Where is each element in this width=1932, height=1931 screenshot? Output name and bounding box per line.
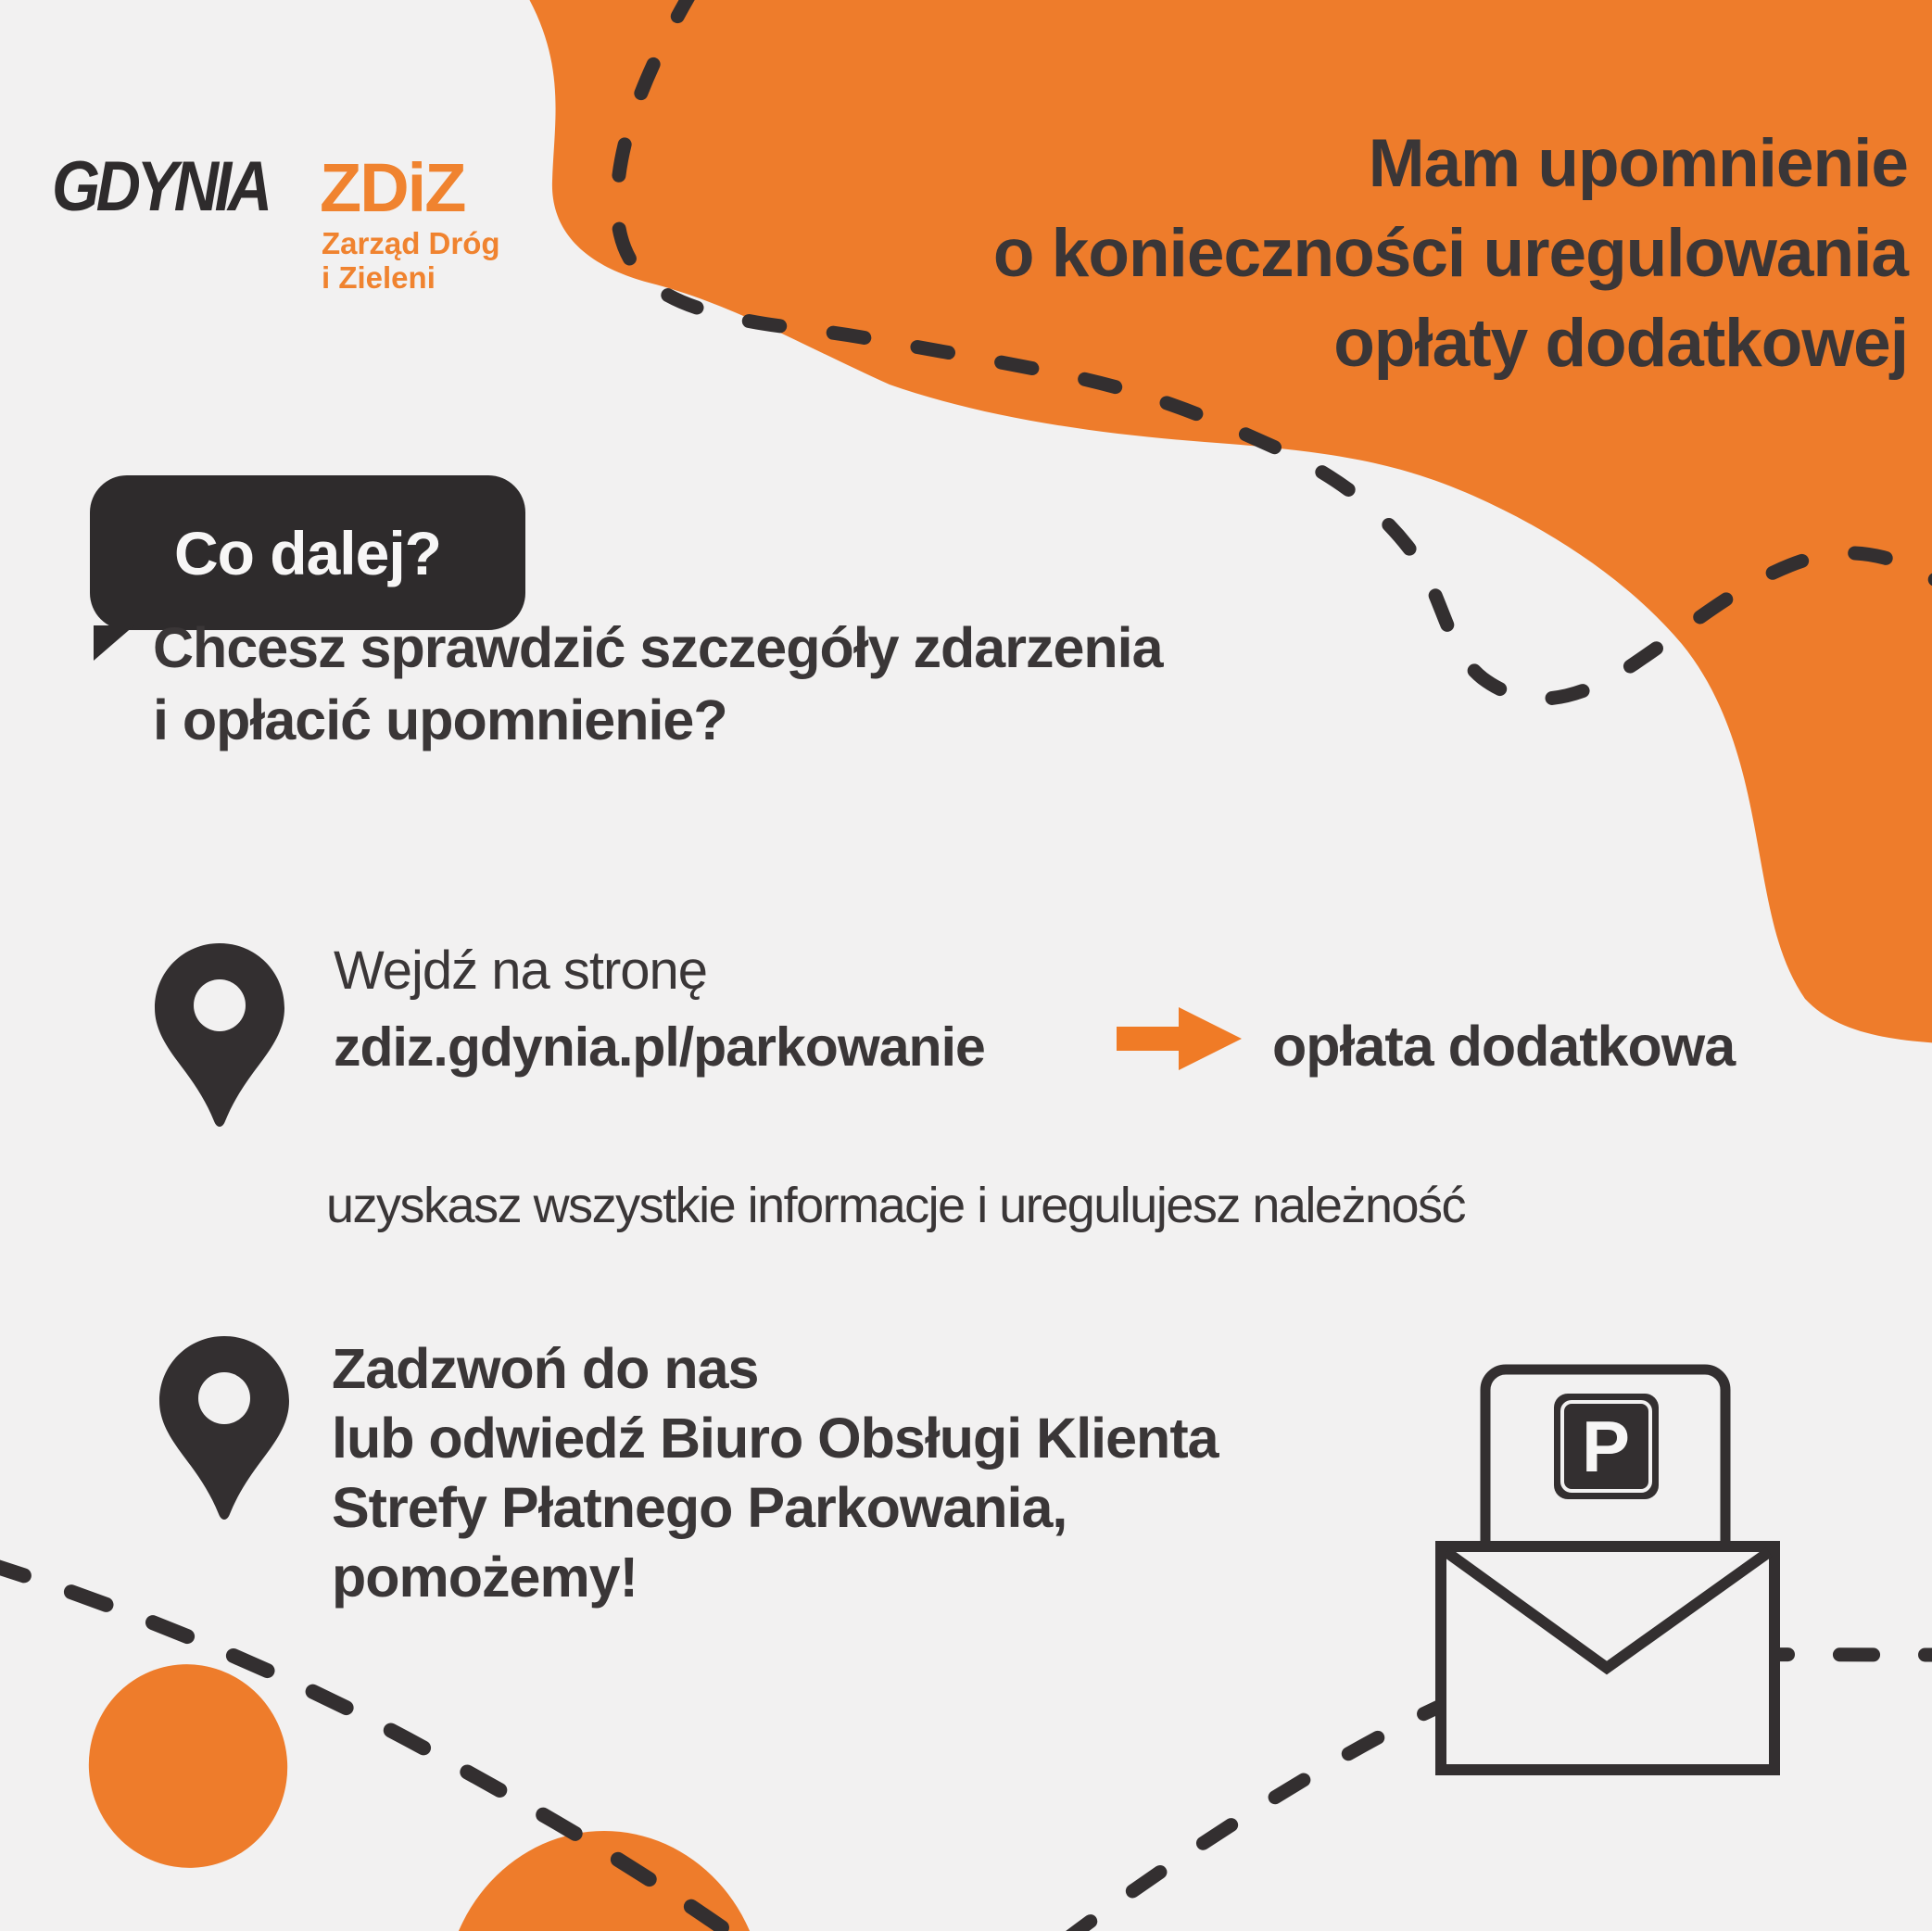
map-pin-icon	[159, 1336, 289, 1520]
speech-bubble	[90, 475, 525, 630]
logo-gdynia: GDYNIA	[52, 147, 269, 226]
logo-subtitle-line2: i Zieleni	[322, 260, 436, 295]
step1-result: opłata dodatkowa	[1272, 1015, 1736, 1078]
step2-line3: Strefy Płatnego Parkowania,	[332, 1476, 1067, 1539]
map-pin-icon	[155, 943, 284, 1127]
step1-heading: Wejdź na stronę	[334, 940, 708, 1001]
step1-note: uzyskasz wszystkie informacje i uregulujesz należność	[326, 1178, 1466, 1233]
egg-blob	[68, 1643, 309, 1888]
arrow-right-icon	[1117, 1007, 1242, 1070]
page-title-line3: opłaty dodatkowej	[1333, 306, 1908, 381]
step1-url: zdiz.gdynia.pl/parkowanie	[334, 1016, 985, 1078]
speech-bubble-label: Co dalej?	[173, 518, 442, 587]
step2-text	[332, 1334, 1219, 1612]
logo-zdiz: ZDiZ	[320, 149, 465, 226]
step2-line1: Zadzwoń do nas	[332, 1337, 759, 1400]
step2-line4: pomożemy!	[332, 1546, 638, 1609]
logo-subtitle-line1: Zarząd Dróg	[322, 226, 500, 260]
step2-line2: lub odwiedź Biuro Obsługi Klienta	[332, 1407, 1219, 1470]
parking-sign-letter: P	[1581, 1406, 1631, 1487]
intro-question	[153, 612, 1163, 756]
page-title-line1: Mam upomnienie	[1368, 126, 1908, 201]
page-title	[993, 119, 1908, 388]
intro-question-line1: Chcesz sprawdzić szczegóły zdarzenia	[153, 616, 1163, 679]
page-title-line2: o konieczności uregulowania	[992, 216, 1908, 291]
intro-question-line2: i opłacić upomnienie?	[153, 688, 727, 751]
envelope-letter-icon	[1441, 1369, 1774, 1770]
logo-subtitle	[322, 226, 500, 295]
